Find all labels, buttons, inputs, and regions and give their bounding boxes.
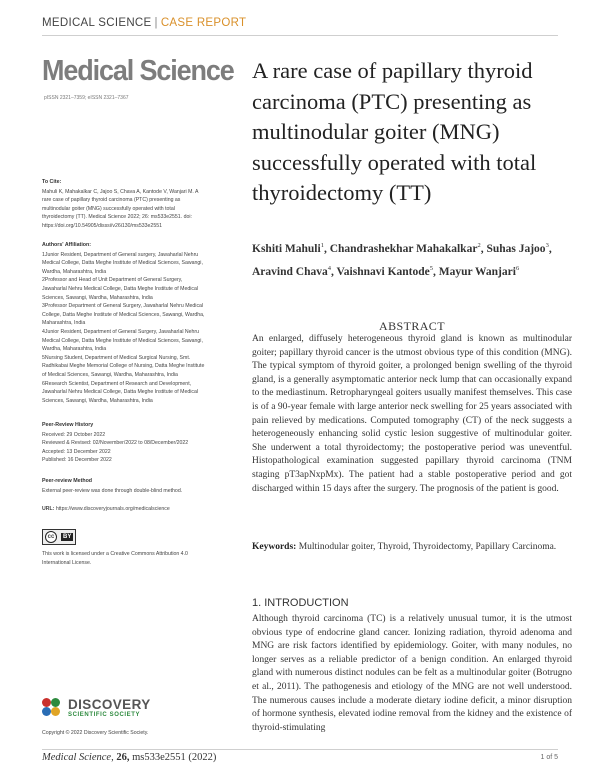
author[interactable]: Suhas Jajoo$^3$ bbox=[486, 242, 549, 255]
author-list: Kshiti Mahuli$^1$, Chandrashekhar Mahakalkar$^2$, Suhas Jajoo$^3$, Aravind Chava$^4$, Vaishnavi Kantode$^5$, Mayur Wanjari$^6$ bbox=[252, 242, 552, 278]
url-line bbox=[42, 505, 207, 514]
article-type: CASE REPORT bbox=[160, 17, 247, 29]
history-item: Received: 29 October 2022 bbox=[42, 431, 106, 438]
copyright: Copyright © 2022 Discovery Scientific Society. bbox=[42, 730, 149, 736]
cc-icon: cc bbox=[45, 531, 57, 543]
peer-review-history bbox=[42, 421, 207, 465]
article-title: A rare case of papillary thyroid carcinoma (PTC) presenting as multinodular goiter (MNG) successfully operated with total thyroidectomy (TT) bbox=[252, 58, 537, 205]
issn: pISSN 2321–7359; eISSN 2321–7367 bbox=[44, 95, 129, 101]
affiliation: 4Junior Resident, Department of General Surgery, Jawaharlal Nehru Medical College, Datta Meghe Institute of Medical Sciences, Sawangi, Wardha, Maharashtra, India bbox=[42, 328, 203, 353]
header-divider bbox=[42, 35, 558, 36]
keywords bbox=[252, 541, 572, 555]
keywords-label: Keywords: bbox=[252, 542, 297, 552]
abstract-text: An enlarged, diffusely heterogeneous thyroid gland is known as multinodular goiter; papillary thyroid cancer is the utmost obvious type of this condition (MNG). The typical symptom of thyroid goiter, a prolonged benign swelling of the thyroid gland, is a generally asymptomatic anterior neck lump that can occasionally expand to the mediastinum. Retropharyngeal goiters usually manifest themselves. This case is of a 90-year female with large anterior neck swelling for 25 years associated with pain relieved by medications. Computed tomography (CT) of the neck suggests a heterogeneously enhancing solid cystic lesion suggestive of multinodular goiter. She underwent a total thyroidectomy; the postoperative period was uneventful. Histopathological examination suggested papillary thyroid carcinoma (TNM staging pT3apNxpMx). The patient had a stable postoperative period and got discharged within 15 days after the surgery. The prognosis of the patient is good. bbox=[252, 334, 572, 494]
cite-heading: To Cite: bbox=[42, 179, 62, 185]
author[interactable]: Mayur Wanjari$^6$ bbox=[438, 264, 520, 278]
author[interactable]: Kshiti Mahuli$^1$ bbox=[252, 242, 324, 255]
abstract-heading: ABSTRACT bbox=[379, 319, 445, 333]
footer-volume: 26, bbox=[116, 752, 130, 763]
introduction-heading: 1. INTRODUCTION bbox=[252, 597, 349, 609]
footer-journal: Medical Science, bbox=[42, 752, 114, 763]
affiliations-block bbox=[42, 241, 207, 405]
publisher-logo bbox=[42, 698, 151, 718]
affiliation: 3Professor Department of General Surgery, Jawaharlal Nehru Medical College, Datta Meghe Institute of Medical Sciences, Sawangi, Wardha, Maharashtra, India bbox=[42, 303, 205, 327]
cite-text[interactable]: Mahuli K, Mahakalkar C, Jajoo S, Chava A, Kantode V, Wanjari M. A rare case of papillary thyroid carcinoma (PTC) presenting as multinodular goiter (MNG) successfully operated with total thyroidectomy (TT). Medical Science 2022; 26: ms533e2551. doi: https://doi.org/10.54905/disssi/v26i130/ms533e2551 bbox=[42, 188, 199, 229]
license-block bbox=[42, 529, 207, 567]
journal-name: MEDICAL SCIENCE bbox=[42, 17, 152, 29]
history-item: Reviewed & Revised: 02/November/2022 to 08/December/2022 bbox=[42, 440, 189, 447]
journal-logo: Medical Science bbox=[42, 55, 234, 87]
footer-citation bbox=[42, 752, 216, 763]
affiliation: 2Professor and Head of Unit Department of General Surgery, Jawaharlal Nehru Medical College, Datta Meghe Institute of Medical Sciences, Sawangi, Wardha, Maharashtra, India bbox=[42, 277, 198, 301]
license-text: This work is licensed under a Creative Commons Attribution 4.0 International License. bbox=[42, 551, 188, 566]
peer-review-method bbox=[42, 477, 207, 495]
journal-url-link[interactable]: https://www.discoveryjournals.org/medicalscience bbox=[55, 506, 170, 512]
page-number: 1 of 5 bbox=[540, 754, 558, 761]
publisher-subtitle: SCIENTIFIC SOCIETY bbox=[68, 712, 141, 718]
history-item: Accepted: 13 December 2022 bbox=[42, 448, 111, 455]
keywords-text: Multinodular goiter, Thyroid, Thyroidectomy, Papillary Carcinoma. bbox=[298, 542, 557, 552]
method-text: External peer-review was done through double-blind method. bbox=[42, 487, 183, 494]
citation-block bbox=[42, 178, 207, 231]
affiliation: 5Nursing Student, Department of Medical Surgical Nursing, Smt. Radhikabai Meghe Memorial College of Nursing, Datta Meghe Institute of Medical Sciences, Sawangi, Wardha, Maharashtra, India bbox=[42, 354, 205, 378]
author[interactable]: Chandrashekhar Mahakalkar$^2$ bbox=[329, 242, 481, 255]
history-heading: Peer-Review History bbox=[42, 422, 94, 428]
author[interactable]: Aravind Chava$^4$ bbox=[252, 264, 331, 278]
url-label: URL: bbox=[42, 506, 55, 512]
affiliations-heading: Authors' Affiliation: bbox=[42, 242, 92, 248]
history-item: Published: 16 December 2022 bbox=[42, 457, 112, 464]
cc-by-badge[interactable] bbox=[42, 529, 76, 545]
introduction-text: Although thyroid carcinoma (TC) is a relatively unusual tumor, it is the utmost obvious type of endocrine gland cancer. Ionizing radiation, thyroid adenoma and MNG are risk factors identified by epidemiology. Goiter, with many nodules, no longer serves as a reliable predictor of a benign condition. An enlarged thyroid gland with numerous distinct nodules can be felt as a multinodular goiter (Botrugno et al., 2011). The pathogenesis and etiology of the MNG are not well understood. The numerous causes include a moderate dietary iodine deficit, a minor disruption of hormone synthesis, elevated iodine removal from the kidney and the existence of thyroid-stimulating bbox=[252, 614, 572, 733]
by-icon: BY bbox=[63, 533, 72, 540]
author[interactable]: Vaishnavi Kantode$^5$ bbox=[336, 264, 433, 278]
header-separator: | bbox=[154, 17, 158, 29]
journal-header bbox=[42, 17, 246, 29]
discovery-logo-icon bbox=[42, 698, 64, 718]
footer-article: ms533e2551 (2022) bbox=[132, 752, 217, 763]
publisher-name: DISCOVERY bbox=[68, 697, 151, 712]
affiliation: 1Junior Resident, Department of General surgery, Jawaharlal Nehru Medical College, Datta Meghe Institute of Medical Sciences, Sawangi, Wardha, Maharashtra, India bbox=[42, 251, 203, 275]
footer-divider bbox=[42, 749, 558, 750]
affiliation: 6Research Scientist, Department of Research and Development, Jawaharlal Nehru Medical College, Datta Meghe Institute of Medical Sciences, Sawangi, Wardha, Maharashtra, India bbox=[42, 380, 198, 404]
method-heading: Peer-review Method bbox=[42, 478, 93, 484]
